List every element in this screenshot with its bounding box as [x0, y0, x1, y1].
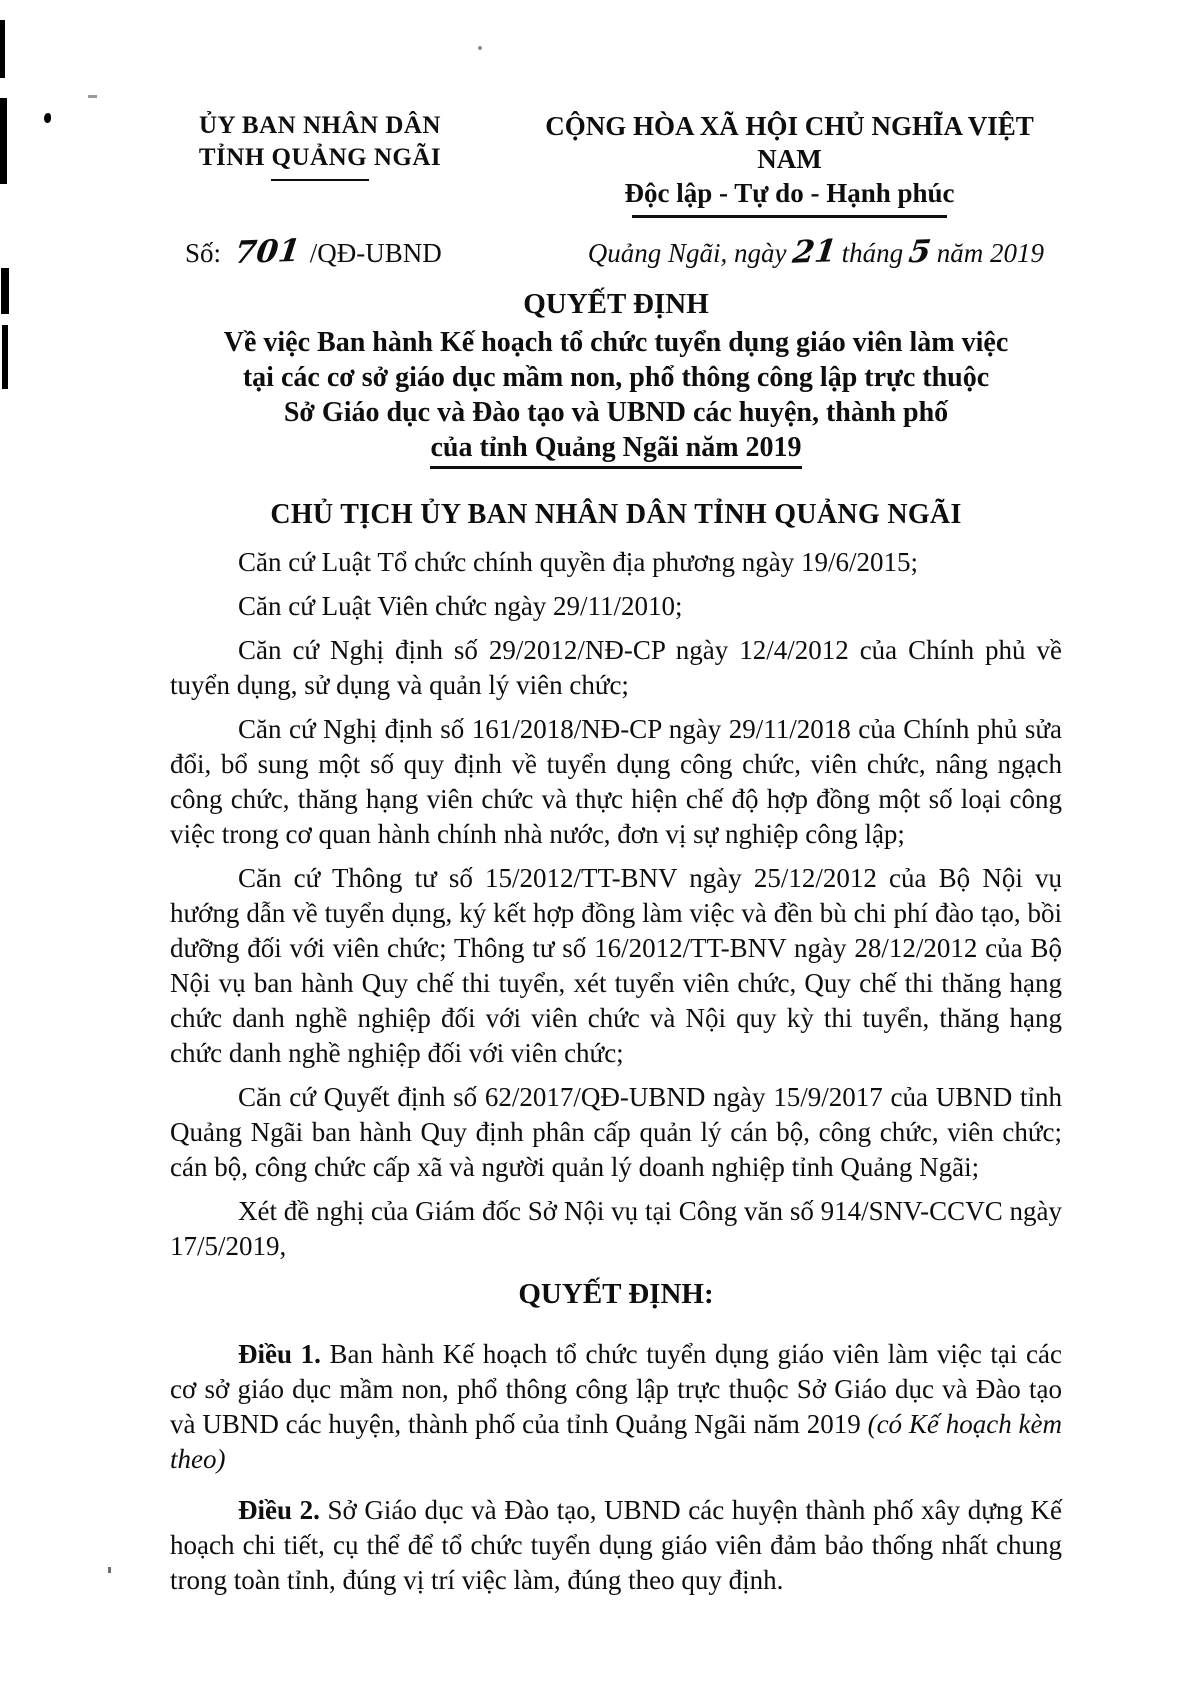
number-handwritten: 701 [232, 232, 303, 272]
title-line-4-text: của tỉnh Quảng Ngãi năm 2019 [430, 430, 801, 469]
scan-speck [88, 95, 97, 98]
articles-section [170, 1337, 1062, 1598]
recital-paragraph: Căn cứ Nghị định số 161/2018/NĐ-CP ngày 29/11/2018 của Chính phủ sửa đổi, bổ sung một số quy định về tuyển dụng công chức, viên chức, nâng ngạch công chức, thăng hạng viên chức và thực hiện chế độ hợp đồng một số loại công việc trong cơ quan hành chính nhà nước, đơn vị sự nghiệp công lập; [170, 714, 1062, 849]
document-number [170, 234, 442, 270]
recital-paragraph: Căn cứ Quyết định số 62/2017/QĐ-UBND ngày 15/9/2017 của UBND tỉnh Quảng Ngãi ban hành Quy định phân cấp quản lý cán bộ, công chức, viên chức; cán bộ, công chức cấp xã và người quản lý doanh nghiệp tỉnh Quảng Ngãi; [170, 1082, 1062, 1182]
document-dateline [588, 234, 1062, 270]
issuing-org-line2: TỈNH QUẢNG NGÃI [198, 144, 442, 171]
article-1-text: Ban hành Kế hoạch tổ chức tuyển dụng giáo viên làm việc tại các cơ sở giáo dục mầm non, phổ thông công lập trực thuộc Sở Giáo dục và Đào tạo và UBND các huyện, thành phố của tỉnh Quảng Ngãi năm 2019 [170, 1339, 1062, 1439]
scan-edge-artifact [0, 20, 5, 78]
recital-paragraph: Căn cứ Luật Viên chức ngày 29/11/2010; [238, 591, 683, 621]
article-1-paragraph [170, 1337, 1062, 1477]
recital-paragraph: Căn cứ Luật Tổ chức chính quyền địa phương ngày 19/6/2015; [238, 547, 919, 577]
scan-edge-artifact [0, 98, 7, 184]
scan-edge-artifact [1, 268, 9, 314]
dateline-day-handwritten: 21 [790, 233, 838, 271]
dateline-suffix: năm 2019 [936, 238, 1044, 268]
recital-paragraph: Căn cứ Nghị định số 29/2012/NĐ-CP ngày 12/4/2012 của Chính phủ về tuyển dụng, sử dụng và quản lý viên chức; [170, 635, 1062, 700]
motto-underline [632, 215, 947, 218]
dateline-prefix: Quảng Ngãi, ngày [587, 238, 787, 268]
scan-edge-artifact [2, 325, 8, 389]
recitals-section [170, 545, 1062, 1264]
document-header [170, 110, 1062, 218]
decision-heading: QUYẾT ĐỊNH: [518, 1278, 714, 1310]
article-1-italic-note: (có Kế hoạch kèm theo) [170, 1409, 1062, 1474]
title-line-4 [170, 430, 1062, 469]
recital-paragraph: Xét đề nghị của Giám đốc Sở Nội vụ tại Công văn số 914/SNV-CCVC ngày 17/5/2019, [170, 1196, 1062, 1261]
national-header-block [517, 110, 1062, 218]
document-type-title: QUYẾT ĐỊNH [523, 288, 709, 320]
document-meta-row [170, 234, 1062, 270]
issuing-org-block [170, 110, 470, 218]
recital-paragraph: Căn cứ Thông tư số 15/2012/TT-BNV ngày 25/12/2012 của Bộ Nội vụ hướng dẫn về tuyển dụng, ký kết hợp đồng làm việc và đền bù chi phí đào tạo, bồi dưỡng đối với viên chức; Thông tư số 16/2012/TT-BNV ngày 28/12/2012 của Bộ Nội vụ ban hành Quy chế thi tuyển, xét tuyển viên chức, Quy chế thi thăng hạng chức danh nghề nghiệp đối với viên chức và Nội quy kỳ thi tuyển, thăng hạng chức danh nghề nghiệp đối với viên chức; [170, 863, 1062, 1068]
issuing-org-line1: ỦY BAN NHÂN DÂN [199, 112, 441, 139]
org-underline [271, 179, 369, 181]
article-2-text: Sở Giáo dục và Đào tạo, UBND các huyện thành phố xây dựng Kế hoạch chi tiết, cụ thể để tổ chức tuyển dụng giáo viên đảm bảo thống nhất chung trong toàn tỉnh, đúng vị trí việc làm, đúng theo quy định. [170, 1495, 1062, 1595]
title-line-2: tại các cơ sở giáo dục mầm non, phổ thông công lập trực thuộc [242, 362, 990, 393]
title-line-3: Sở Giáo dục và Đào tạo và UBND các huyện, thành phố [283, 397, 949, 428]
document-body [170, 0, 1062, 1607]
title-line-1: Về việc Ban hành Kế hoạch tổ chức tuyển dụng giáo viên làm việc [223, 327, 1009, 358]
article-1-label: Điều 1. [238, 1339, 321, 1369]
number-suffix: /QĐ-UBND [309, 238, 442, 268]
document-title [170, 325, 1062, 469]
scan-speck [44, 113, 51, 123]
scan-speck [108, 1567, 111, 1573]
article-2-paragraph [170, 1493, 1062, 1598]
national-name: CỘNG HÒA XÃ HỘI CHỦ NGHĨA VIỆT NAM [545, 111, 1034, 174]
article-2-label: Điều 2. [238, 1495, 320, 1525]
number-label: Số: [185, 238, 222, 268]
authority-heading: CHỦ TỊCH ỦY BAN NHÂN DÂN TỈNH QUẢNG NGÃI [270, 499, 962, 530]
national-motto: Độc lập - Tự do - Hạnh phúc [624, 178, 955, 208]
dateline-month-handwritten: 5 [906, 233, 934, 271]
dateline-mid: tháng [841, 238, 904, 268]
